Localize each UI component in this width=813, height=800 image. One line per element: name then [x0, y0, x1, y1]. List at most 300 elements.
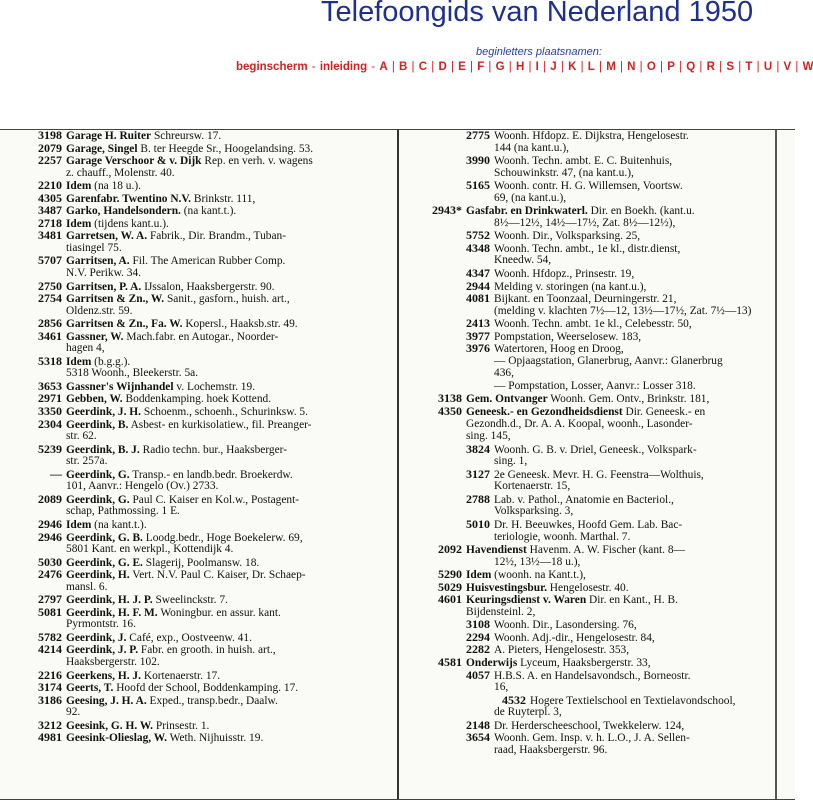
phone-number: 2216 — [38, 667, 62, 682]
entry-continuation — [404, 744, 772, 757]
phone-number: 5029 — [438, 579, 462, 594]
phone-number: 4348 — [466, 240, 490, 255]
directory-entry — [14, 405, 394, 418]
subscriber-name: Onderwijs — [466, 656, 518, 669]
nav-separator: | — [388, 61, 399, 73]
directory-entry — [14, 355, 394, 368]
directory-entry — [14, 204, 394, 217]
nav-separator: | — [636, 61, 646, 73]
entry-details: (woonh. na Kant.t.), — [494, 569, 586, 582]
continuation-text: — Opjaagstation, Glanerbrug, Aanvr.: Glanerbrug — [494, 354, 723, 367]
phone-number: 5010 — [466, 516, 490, 531]
entry-details: Hogere Textielschool en Textielavondschool, — [530, 694, 736, 707]
entry-continuation — [14, 656, 394, 669]
nav-letter-s[interactable]: S — [726, 61, 734, 73]
entry-details: Lab. v. Pathol., Anatomie en Bacteriol., — [494, 493, 674, 506]
entry-details: Sanit., gasforn., huish. art., — [166, 293, 290, 306]
entry-continuation — [14, 167, 394, 180]
nav-separator: | — [773, 61, 783, 73]
directory-entry — [404, 618, 772, 631]
directory-entry — [14, 681, 394, 694]
nav-letter-m[interactable]: M — [606, 61, 616, 73]
phone-number: 3461 — [38, 328, 62, 343]
entry-details: (tijdens kant.u.). — [94, 217, 169, 230]
nav-separator: | — [616, 61, 627, 73]
continuation-text: str. 62. — [66, 430, 97, 443]
entry-continuation — [404, 430, 772, 443]
continuation-text: Haaksbergerstr. 102. — [66, 655, 160, 668]
entry-details: Dir. Geneesk.- en — [625, 406, 706, 419]
phone-number: 3990 — [466, 153, 490, 168]
subscriber-name: Geerts, T. — [66, 682, 114, 695]
subscriber-name: Garritsen & Zn., W. — [66, 293, 165, 306]
letter-navigation — [236, 61, 813, 73]
entry-details: Fabrik., Dir. Brandm., Tuban- — [149, 230, 287, 243]
entry-details: 2e Geneesk. Mevr. H. G. Feenstra—Wolthuis, — [494, 468, 704, 481]
entry-details: Hoofd der School, Boddenkamping. 17. — [116, 682, 299, 695]
subscriber-name: Geerdink, J. H. — [66, 406, 141, 419]
subscriber-name: Garritsen, A. — [66, 255, 130, 268]
entry-continuation — [14, 543, 394, 556]
phone-number: 4057 — [466, 667, 490, 682]
column-edge — [775, 129, 777, 800]
phone-number: 3824 — [466, 441, 490, 456]
nav-letter-v[interactable]: V — [783, 61, 792, 73]
nav-separator: | — [539, 61, 550, 73]
subscriber-name: Geerdink, G. — [66, 468, 130, 481]
entry-details: Dir. en Kant., H. B. — [589, 594, 678, 607]
subscriber-name: Gebben, W. — [66, 393, 123, 406]
phone-number: 5752 — [466, 228, 490, 243]
phone-number: 3977 — [466, 328, 490, 343]
entry-continuation — [404, 355, 772, 368]
continuation-text: sing. 145, — [466, 430, 511, 443]
subscriber-name: Garage H. Ruiter — [66, 130, 152, 142]
continuation-text: raad, Haaksbergerstr. 96. — [494, 743, 608, 756]
nav-letter-h[interactable]: H — [515, 61, 525, 73]
entry-continuation — [14, 455, 394, 468]
directory-entry — [404, 669, 772, 682]
phone-number: 2775 — [466, 128, 490, 142]
entry-continuation — [404, 167, 772, 180]
page-title: Telefoongids van Nederland 1950 — [321, 0, 754, 28]
directory-entry — [14, 229, 394, 242]
subscriber-name: Geesink, G. H. W. — [66, 719, 154, 732]
subscriber-name: Geerdink, B. J. — [66, 443, 140, 456]
entry-details: A. Pieters, Hengelosestr. 353, — [494, 644, 630, 657]
entry-continuation — [404, 505, 772, 518]
phone-number: 3654 — [466, 730, 490, 745]
phone-number: 2304 — [38, 416, 62, 431]
entry-continuation — [404, 217, 772, 230]
entry-details: Fabr. en grooth. in huish. art., — [140, 644, 276, 657]
phone-number: 3174 — [38, 680, 62, 695]
entry-details: Schreursw. 17. — [153, 130, 222, 142]
entry-details: Prinsestr. 1. — [155, 719, 210, 732]
nav-letter-u[interactable]: U — [763, 61, 773, 73]
subscriber-name: Idem — [66, 355, 92, 368]
directory-entry — [14, 556, 394, 569]
entry-continuation — [404, 606, 772, 619]
phone-number: 3487 — [38, 203, 62, 218]
directory-entry — [14, 468, 394, 481]
phone-number: 3350 — [38, 404, 62, 419]
directory-entry — [14, 731, 394, 744]
entry-details: Brinkstr. 111, — [193, 192, 256, 205]
entry-continuation — [14, 305, 394, 318]
nav-letter-w[interactable]: W — [802, 61, 813, 73]
entry-details: Boddenkamping. hoek Kottend. — [125, 393, 272, 406]
phone-number: 4981 — [38, 730, 62, 745]
nav-separator: | — [557, 61, 568, 73]
subscriber-name: Garritsen & Zn., Fa. W. — [66, 318, 183, 331]
continuation-text: str. 257a. — [66, 455, 108, 468]
continuation-text: 16, — [494, 681, 509, 694]
entry-continuation — [404, 681, 772, 694]
subscriber-name: Huisvestingsbur. — [466, 581, 547, 594]
subscriber-name: Gasfabr. en Drinkwaterl. — [466, 205, 588, 218]
subscriber-name: Garritsen, P. A. — [66, 280, 142, 293]
continuation-text: teriologie, woonh. Marthal. 7. — [494, 530, 631, 543]
nav-letter-n[interactable]: N — [627, 61, 636, 73]
nav-letter-p[interactable]: P — [667, 61, 675, 73]
nav-letter-e[interactable]: E — [458, 61, 466, 73]
directory-entry — [14, 606, 394, 619]
phone-number: 3138 — [438, 391, 462, 406]
entry-details: Woonh. Techn. ambt. E. C. Buitenhuis, — [494, 155, 673, 168]
phone-number: 2282 — [466, 642, 490, 657]
subscriber-name: Idem — [66, 180, 92, 193]
nav-separator: | — [447, 61, 458, 73]
phone-number: 2413 — [466, 316, 490, 331]
phone-number: 5081 — [38, 604, 62, 619]
continuation-text: 5801 Kant. en werkpl., Kottendijk 4. — [66, 543, 234, 556]
entry-continuation — [14, 581, 394, 594]
continuation-text: Gezondh.d., Dr. A. A. Koopal, woonh., Lasonder- — [466, 417, 693, 430]
nav-letter-d[interactable]: D — [438, 61, 447, 73]
directory-entry — [14, 142, 394, 155]
nav-separator: | — [792, 61, 802, 73]
phone-number: 3976 — [466, 341, 490, 356]
nav-separator: | — [408, 61, 418, 73]
directory-entry — [404, 280, 772, 293]
directory-entry — [404, 694, 772, 707]
directory-entry — [404, 593, 772, 606]
directory-entry — [14, 292, 394, 305]
nav-letter-g[interactable]: G — [495, 61, 505, 73]
subscriber-name: Geerkens, H. J. — [66, 669, 141, 682]
phone-number: 2943* — [432, 203, 462, 218]
subscriber-name: Garenfabr. Twentino N.V. — [66, 192, 191, 205]
directory-entry — [404, 154, 772, 167]
phone-number: 4347 — [466, 266, 490, 281]
phone-number: 2750 — [38, 278, 62, 293]
continuation-text: hagen 4, — [66, 342, 105, 355]
phone-number: 2971 — [38, 391, 62, 406]
continuation-text: (melding v. klachten 7½—12, 13½—17½, Zat. 7½—13) — [494, 304, 752, 317]
entry-details: Dir. en Boekh. (kant.u. — [590, 205, 695, 218]
entry-continuation — [14, 267, 394, 280]
phone-number: 3127 — [466, 466, 490, 481]
entry-details: Dr. Herderscheeschool, Twekkelerw. 124, — [494, 719, 685, 732]
subscriber-name: Geesink-Olieslag, W. — [66, 732, 167, 745]
directory-entry — [404, 543, 772, 556]
directory-entry — [404, 292, 772, 305]
directory-entry — [14, 518, 394, 531]
directory-entry — [14, 531, 394, 544]
entry-continuation — [14, 342, 394, 355]
continuation-text: Pyrmontstr. 16. — [66, 618, 136, 631]
entry-details: H.B.S. A. en Handelsavondsch., Borneostr. — [494, 669, 691, 682]
phone-number: 4581 — [438, 654, 462, 669]
entry-details: (b.g.g.). — [94, 355, 131, 368]
directory-entry — [14, 568, 394, 581]
continuation-text: 144 (na kant.u.), — [494, 141, 569, 154]
phone-number: 4081 — [466, 291, 490, 306]
entry-details: Paul C. Kaiser en Kol.w., Postagent- — [132, 493, 300, 506]
nav-letter-k[interactable]: K — [568, 61, 577, 73]
entry-details: Woonh. Techn. ambt., 1e kl., distr.dienst, — [494, 242, 681, 255]
nav-link-inleiding[interactable]: inleiding — [319, 61, 368, 73]
continuation-text: z. chauff., Molenstr. 40. — [66, 166, 175, 179]
phone-number: 2089 — [38, 491, 62, 506]
directory-entry — [14, 493, 394, 506]
entry-continuation — [14, 367, 394, 380]
entry-details: v. Lochemstr. 19. — [176, 380, 256, 393]
directory-entry — [14, 631, 394, 644]
entry-continuation — [404, 254, 772, 267]
directory-entry — [14, 129, 394, 142]
phone-number: 5707 — [38, 253, 62, 268]
directory-entry — [404, 518, 772, 531]
phone-number: 5165 — [466, 178, 490, 193]
entry-details: Woonh. Hfdopz., Prinsestr. 19, — [494, 268, 635, 281]
entry-details: Loodg.bedr., Hoge Boekelerw. 69, — [145, 531, 303, 544]
directory-entry — [14, 643, 394, 656]
continuation-text: Kneedw. 54, — [494, 254, 552, 267]
directory-entry — [404, 568, 772, 581]
subscriber-name: Geerdink, B. — [66, 418, 129, 431]
phone-number: 2476 — [38, 567, 62, 582]
nav-letter-r[interactable]: R — [706, 61, 715, 73]
subscriber-name: Geerdink, H. — [66, 569, 130, 582]
nav-letter-q[interactable]: Q — [686, 61, 696, 73]
phone-number: 5239 — [38, 441, 62, 456]
subscriber-name: Havendienst — [466, 544, 527, 557]
continuation-text: sing. 1, — [494, 455, 528, 468]
entry-details: (na 18 u.). — [94, 180, 141, 193]
subscriber-name: Gassner's Wijnhandel — [66, 380, 174, 393]
nav-separator: | — [753, 61, 763, 73]
continuation-text: 436, — [494, 367, 514, 380]
subscriber-name: Idem — [66, 518, 92, 531]
entry-details: Bijkant. en Toonzaal, Deurningerstr. 21, — [494, 293, 677, 306]
subscriber-name: Keuringsdienst v. Waren — [466, 594, 587, 607]
entry-details: Woonh. Hfdopz. E. Dijkstra, Hengelosestr. — [494, 130, 689, 142]
continuation-text: mansl. 6. — [66, 580, 108, 593]
phone-number: 5318 — [38, 353, 62, 368]
phone-number: 2946 — [38, 516, 62, 531]
entry-details: Rep. en verh. v. wagens — [204, 155, 313, 168]
nav-separator: | — [656, 61, 667, 73]
continuation-text: Schouwinkstr. 47, (na kant.u.), — [494, 166, 634, 179]
subscriber-name: Garage, Singel — [66, 142, 138, 155]
column-divider — [397, 129, 399, 800]
directory-entry — [404, 719, 772, 732]
nav-letter-a[interactable]: A — [379, 61, 388, 73]
nav-separator: | — [525, 61, 535, 73]
entry-continuation — [14, 618, 394, 631]
phone-number: 2788 — [466, 491, 490, 506]
directory-entry — [404, 405, 772, 418]
phone-number: 2944 — [466, 278, 490, 293]
nav-letter-c[interactable]: C — [418, 61, 428, 73]
subscriber-name: Geerdink, J. — [66, 631, 127, 644]
phone-number: 2797 — [38, 592, 62, 607]
entry-details: Dr. H. Beeuwkes, Hoofd Gem. Lab. Bac- — [494, 518, 683, 531]
directory-entry — [14, 179, 394, 192]
nav-letter-l[interactable]: L — [587, 61, 595, 73]
phone-number: 4601 — [438, 592, 462, 607]
nav-caption: beginletters plaatsnamen: — [476, 46, 602, 58]
directory-entry — [404, 204, 772, 217]
entry-continuation — [404, 367, 772, 380]
entry-details: Woonh. G. B. v. Driel, Geneesk., Volkspark- — [494, 443, 697, 456]
entry-details: Mach.fabr. en Autogar., Noorder- — [126, 330, 279, 343]
continuation-text: — Pompstation, Losser, Aanvr.: Losser 318. — [494, 379, 696, 392]
subscriber-name: Garko, Handelsondern. — [66, 205, 181, 218]
subscriber-name: Gassner, W. — [66, 330, 124, 343]
directory-entry — [404, 267, 772, 280]
subscriber-name: Geerdink, J. P. — [66, 644, 139, 657]
nav-separator: | — [715, 61, 726, 73]
phone-number: 3653 — [38, 378, 62, 393]
continuation-text: 101, Aanvr.: Hengelo (Ov.) 2733. — [66, 480, 219, 493]
nav-separator: - — [368, 61, 379, 73]
phone-number: 4305 — [38, 190, 62, 205]
entry-details: (na kant.t.). — [94, 518, 147, 531]
nav-separator: | — [675, 61, 686, 73]
subscriber-name: Idem — [66, 217, 92, 230]
directory-entry — [404, 731, 772, 744]
nav-letter-i[interactable]: I — [535, 61, 539, 73]
nav-separator: | — [577, 61, 587, 73]
directory-entry — [404, 179, 772, 192]
continuation-text: schap, Pathmossing. 1 E. — [66, 505, 180, 518]
nav-letter-f[interactable]: F — [477, 61, 485, 73]
phone-number: 2148 — [466, 717, 490, 732]
phone-number: 3481 — [38, 228, 62, 243]
entry-details: Woonh. Dir., Lasondersing. 76, — [494, 619, 637, 632]
subscriber-name: Geneesk.- en Gezondheidsdienst — [466, 406, 623, 419]
phone-number: 3186 — [38, 692, 62, 707]
entry-details: Fil. The American Rubber Comp. — [132, 255, 286, 268]
directory-entry — [14, 593, 394, 606]
directory-entry — [404, 468, 772, 481]
subscriber-name: Geesing, J. H. A. — [66, 694, 147, 707]
entry-details: Woonh. Techn. ambt. 1e kl., Celebesstr. 50, — [494, 318, 692, 331]
entry-details: Watertoren, Hoog en Droog, — [494, 343, 624, 356]
nav-separator: | — [485, 61, 495, 73]
entry-details: Radio techn. bur., Haaksberger- — [142, 443, 288, 456]
entry-details: Woonh. Adj.-dir., Hengelosestr. 84, — [494, 631, 655, 644]
directory-entry — [14, 669, 394, 682]
directory-entry — [404, 229, 772, 242]
continuation-text: Kortenaerstr. 15, — [494, 480, 571, 493]
entry-details: Schoenm., schoenh., Schurinksw. 5. — [143, 406, 308, 419]
directory-entry — [404, 317, 772, 330]
nav-letter-j[interactable]: J — [550, 61, 557, 73]
entry-continuation — [14, 505, 394, 518]
entry-details: Sweelinckstr. 7. — [155, 594, 228, 607]
directory-entry — [14, 719, 394, 732]
nav-letter-t[interactable]: T — [745, 61, 753, 73]
phone-number: 2257 — [38, 153, 62, 168]
entry-continuation — [404, 418, 772, 431]
continuation-text: 92. — [66, 706, 81, 719]
phone-number: 2210 — [38, 178, 62, 193]
directory-entry — [14, 380, 394, 393]
directory-entry — [14, 694, 394, 707]
entry-continuation — [14, 242, 394, 255]
nav-link-beginscherm[interactable]: beginscherm — [236, 61, 308, 73]
directory-entry — [14, 254, 394, 267]
continuation-text: 8½—12½, 14½—17½, Zat. 8½—12½), — [494, 216, 676, 229]
subscriber-name: Garretsen, W. A. — [66, 230, 148, 243]
phone-number: 2092 — [438, 542, 462, 557]
entry-continuation — [404, 305, 772, 318]
entry-details: B. ter Heegde Sr., Hoogelandsing. 53. — [140, 142, 314, 155]
phone-number: 4214 — [38, 642, 62, 657]
continuation-text: Oldenz.str. 59. — [66, 304, 133, 317]
phone-number: 2079 — [38, 140, 62, 155]
entry-details: Woonh. contr. H. G. Willemsen, Voortsw. — [494, 180, 683, 193]
phone-number: 3212 — [38, 717, 62, 732]
entry-details: Transp.- en landb.bedr. Broekerdw. — [132, 468, 293, 481]
subscriber-name: Geerdink, G. B. — [66, 531, 143, 544]
entry-details: Slagerij, Poolmansw. 18. — [145, 556, 260, 569]
nav-separator: | — [505, 61, 515, 73]
entry-details: Woonh. Gem. Ontv., Brinkstr. 181, — [550, 393, 710, 406]
entry-details: Exped., transp.bedr., Daalw. — [149, 694, 278, 707]
directory-entry — [14, 192, 394, 205]
entry-continuation — [14, 430, 394, 443]
directory-entry — [404, 129, 772, 142]
entry-continuation — [404, 480, 772, 493]
subscriber-name: Idem — [466, 569, 492, 582]
directory-entry — [404, 493, 772, 506]
entry-details: Woonh. Gem. Insp. v. h. L.O., J. A. Sellen- — [494, 732, 690, 745]
entry-details: Melding v. storingen (na kant.u.), — [494, 280, 647, 293]
subscriber-name: Garage Verschoor & v. Dijk — [66, 155, 202, 168]
phone-number: 5290 — [438, 567, 462, 582]
continuation-text: Volksparksing. 3, — [494, 505, 574, 518]
subscriber-name: Geerdink, H. F. M. — [66, 606, 158, 619]
directory-entry — [404, 342, 772, 355]
continuation-text: 69, (na kant.u.), — [494, 191, 567, 204]
entry-details: Havenm. A. W. Fischer (kant. 8— — [529, 544, 685, 557]
directory-entry — [14, 154, 394, 167]
nav-letter-o[interactable]: O — [646, 61, 656, 73]
phonebook-scan — [0, 129, 795, 800]
phone-number: 5782 — [38, 629, 62, 644]
phone-number: 3198 — [38, 128, 62, 142]
continuation-text: Bijdensteinl. 2, — [466, 605, 536, 618]
nav-separator: - — [308, 61, 319, 73]
phone-number: 2718 — [38, 215, 62, 230]
directory-entry — [14, 317, 394, 330]
nav-letter-b[interactable]: B — [399, 61, 408, 73]
